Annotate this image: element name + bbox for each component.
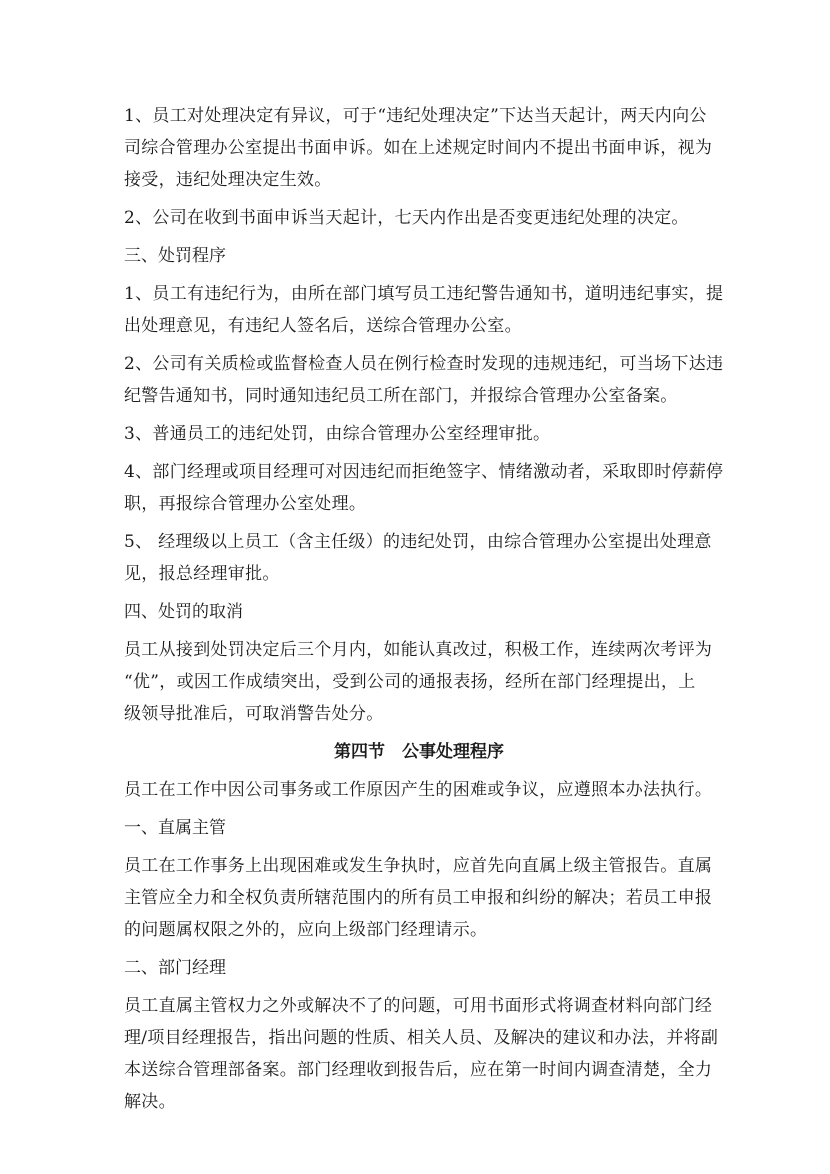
text-line: 1、员工对处理决定有异议，可于“违纪处理决定”下达当天起计，两天内向公 (124, 106, 707, 126)
paragraph (124, 100, 714, 196)
document-page (124, 100, 724, 1124)
paragraph (124, 990, 719, 1118)
text-line: 二、部门经理 (124, 958, 226, 978)
text-line: 员工直属主管权力之外或解决不了的问题，可用书面形式将调查材料向部门经 (124, 996, 713, 1016)
text-line: 2、公司在收到书面申诉当天起计，七天内作出是否变更违纪处理的决定。 (124, 208, 689, 228)
text-line: 见，报总经理审批。 (124, 564, 280, 584)
text-line: 4、部门经理或项目经理可对因违纪而拒绝签字、情绪激动者，采取即时停薪停 (124, 462, 724, 482)
text-line: 接受，违纪处理决定生效。 (124, 170, 332, 190)
section-title (124, 736, 714, 768)
section-heading (124, 240, 714, 272)
text-line: 的问题属权限之外的，应向上级部门经理请示。 (124, 920, 488, 940)
text-line: 司综合管理办公室提出书面申诉。如在上述规定时间内不提出书面申诉，视为 (124, 138, 713, 158)
paragraph (124, 456, 724, 520)
section-heading (124, 812, 714, 844)
text-line: 四、处罚的取消 (124, 602, 243, 622)
paragraph (124, 850, 714, 946)
text-line: 本送综合管理部备案。部门经理收到报告后，应在第一时间内调查清楚，全力 (124, 1060, 713, 1080)
paragraph (124, 348, 724, 412)
paragraph (124, 526, 714, 590)
text-line: 员工在工作事务上出现困难或发生争执时，应首先向直属上级主管报告。直属 (124, 856, 713, 876)
paragraph (124, 418, 714, 450)
text-line: 出处理意见，有违纪人签名后，送综合管理办公室。 (124, 316, 522, 336)
text-line: 理/项目经理报告，指出问题的性质、相关人员、及解决的建议和办法，并将副 (124, 1028, 719, 1048)
paragraph (124, 278, 724, 342)
text-line: 级领导批准后，可取消警告处分。 (124, 704, 384, 724)
text-line: 员工在工作中因公司事务或工作原因产生的困难或争议，应遵照本办法执行。 (124, 780, 713, 800)
section-heading (124, 596, 714, 628)
text-line: 3、普通员工的违纪处罚，由综合管理办公室经理审批。 (124, 424, 551, 444)
text-line: 主管应全力和全权负责所辖范围内的所有员工申报和纠纷的解决；若员工申报 (124, 888, 713, 908)
paragraph (124, 634, 714, 730)
paragraph (124, 202, 714, 234)
text-line: 职，再报综合管理办公室处理。 (124, 494, 367, 514)
text-line: 一、直属主管 (124, 818, 226, 838)
section-heading (124, 952, 714, 984)
text-line: “优”，或因工作成绩突出，受到公司的通报表扬，经所在部门经理提出，上 (124, 672, 696, 692)
text-line: 5、 经理级以上员工（含主任级）的违纪处罚，由综合管理办公室提出处理意 (124, 532, 712, 552)
paragraph (124, 774, 714, 806)
text-line: 第四节 公事处理程序 (334, 742, 504, 762)
text-line: 员工从接到处罚决定后三个月内，如能认真改过，积极工作，连续两次考评为 (124, 640, 713, 660)
text-line: 三、处罚程序 (124, 246, 226, 266)
text-line: 解决。 (124, 1092, 176, 1112)
text-line: 纪警告通知书，同时通知违纪员工所在部门，并报综合管理办公室备案。 (124, 386, 678, 406)
text-line: 2、公司有关质检或监督检查人员在例行检查时发现的违规违纪，可当场下达违 (124, 354, 724, 374)
paragraph-gap (124, 1118, 714, 1124)
text-line: 1、员工有违纪行为，由所在部门填写员工违纪警告通知书，道明违纪事实，提 (124, 284, 724, 304)
